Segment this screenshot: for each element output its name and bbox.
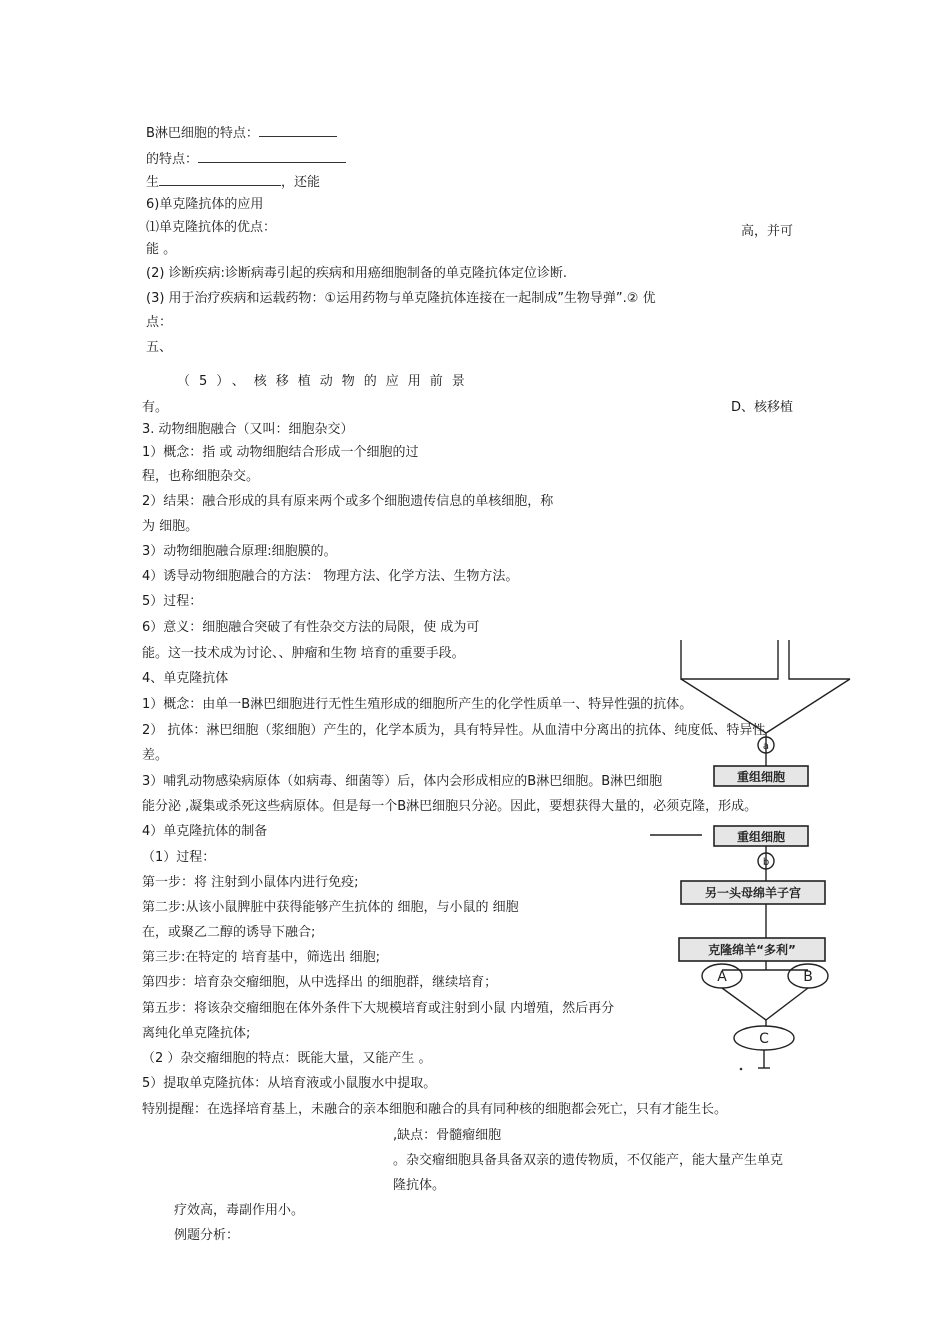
text-method-4: 4）诱导动物细胞融合的方法： 物理方法、化学方法、生物方法。 (142, 569, 519, 584)
text: 生 (146, 175, 160, 190)
step-a-label: a (762, 741, 770, 752)
text-advantage-point: 点： (146, 315, 173, 330)
text-infection-3b: 能分泌 ,凝集或杀死这些病原体。但是每一个B淋巴细胞只分泌。因此，要想获得大量的，必须克隆，形成。 (142, 799, 758, 814)
donor-cell-box-left (681, 640, 778, 679)
text-step-2a: 第二步:从该小鼠脾脏中获得能够产生抗体的 细胞，与小鼠的 细胞 (142, 900, 519, 915)
speck (740, 1068, 743, 1071)
text-step-5b: 离纯化单克隆抗体; (142, 1026, 251, 1041)
text-hybrid-genetic-a: 。杂交瘤细胞具备具备双亲的遗传物质，不仅能产，能大量产生单克 (393, 1153, 784, 1168)
text-proc-1: （1）过程： (142, 850, 216, 865)
text-hybridoma-2: （2 ）杂交瘤细胞的特点：既能大量，又能产生 。 (142, 1051, 432, 1066)
text: ，还能 (281, 175, 321, 190)
text-prep-4: 4）单克隆抗体的制备 (142, 824, 268, 839)
step-b-label: b (762, 857, 770, 868)
funnel-lines (681, 679, 850, 733)
text-example: 例题分析： (174, 1228, 240, 1243)
text-step-3: 第三步:在特定的 培育基中，筛选出 细胞; (142, 950, 381, 965)
heading-cell-fusion: 3. 动物细胞融合（又叫：细胞杂交） (142, 422, 354, 437)
branch-lines (722, 961, 808, 970)
text-step-5a: 第五步：将该杂交瘤细胞在体外条件下大规模培育或注射到小鼠 内增殖，然后再分 (142, 1001, 615, 1016)
text-nt-prospect: （5）、核移植动物的应用前景 (177, 374, 474, 389)
node-c-label: C (759, 1031, 769, 1047)
text-meaning-6a: 6）意义：细胞融合突破了有性杂交方法的局限，使 成为可 (142, 620, 480, 635)
node-a-label: A (717, 969, 727, 985)
node-b-label: B (803, 969, 813, 985)
heading-mab: 4、单克隆抗体 (142, 671, 229, 686)
text-step-1: 第一步：将 注射到小鼠体内进行免疫; (142, 875, 359, 890)
text-reminder: 特别提醒：在选择培育基上，未融合的亲本细胞和融合的具有同种核的细胞都会死亡，只有才能生长。 (142, 1102, 728, 1117)
text-result-2a: 2）结果：融合形成的具有原来两个或多个细胞遗传信息的单核细胞，称 (142, 494, 554, 509)
text-concept-1b: 程，也称细胞杂交。 (142, 469, 260, 484)
text-extract-5: 5）提取单克隆抗体：从培育液或小鼠腹水中提取。 (142, 1076, 437, 1091)
text-result-2b: 为 细胞。 (142, 519, 199, 534)
donor-cell-box-right (789, 640, 850, 679)
recombinant-cell-label-2: 重组细胞 (736, 830, 786, 844)
text-antibody-2b: 差。 (142, 748, 169, 763)
text-mab-advantage: ⑴单克隆抗体的优点： (146, 220, 277, 235)
text-process-5: 5）过程： (142, 594, 203, 609)
text-hybrid-genetic-b: 隆抗体。 (393, 1178, 446, 1193)
surrogate-ewe-uterus-label: 另一头母绵羊子宫 (704, 886, 802, 900)
text: B淋巴细胞的特点： (146, 126, 259, 141)
cloned-sheep-dolly-label: 克隆绵羊“多利” (708, 943, 796, 957)
text-efficacy: 疗效高，毒副作用小。 (174, 1203, 305, 1218)
text-mab-concept: 1）概念：由单一B淋巴细胞进行无性生殖形成的细胞所产生的化学性质单一、特异性强的抗体。 (142, 697, 693, 712)
text-have: 有。 (142, 400, 169, 415)
text-diagnosis: (2) 诊断疾病:诊断病毒引起的疾病和用癌细胞制备的单克隆抗体定位诊断. (146, 266, 568, 281)
text-can: 能 。 (146, 242, 177, 257)
text-mab-application: 6)单克隆抗体的应用 (146, 197, 264, 212)
text-five: 五、 (146, 340, 173, 355)
text: 的特点： (146, 152, 199, 167)
text-shortcoming: ,缺点：骨髓瘤细胞 (393, 1128, 502, 1143)
text-high-and-can: 高，并可 (741, 224, 794, 239)
text-d-nt: D、核移植 (731, 400, 794, 415)
text-step-4: 第四步：培育杂交瘤细胞，从中选择出 的细胞群，继续培育； (142, 975, 498, 990)
text-antibody-2a: 2） 抗体：淋巴细胞（浆细胞）产生的，化学本质为，具有特异性。从血清中分离出的抗体、纯度低、特异性 (142, 723, 766, 738)
converge-lines (722, 988, 808, 1020)
text-meaning-6b: 能。这一技术成为讨论、、肿瘤和生物 培育的重要手段。 (142, 646, 465, 661)
text-concept-1a: 1）概念：指 或 动物细胞结合形成一个细胞的过 (142, 445, 419, 460)
text-step-2b: 在，或聚乙二醇的诱导下融合; (142, 925, 316, 940)
text-principle-3: 3）动物细胞融合原理:细胞膜的。 (142, 544, 337, 559)
text-infection-3a: 3）哺乳动物感染病原体（如病毒、细菌等）后，体内会形成相应的B淋巴细胞。B淋巴细胞 (142, 774, 663, 789)
recombinant-cell-label-1: 重组细胞 (736, 770, 786, 784)
text-treatment: (3) 用于治疗疾病和运载药物：①运用药物与单克隆抗体连接在一起制成”生物导弹”.② 优 (146, 291, 656, 306)
